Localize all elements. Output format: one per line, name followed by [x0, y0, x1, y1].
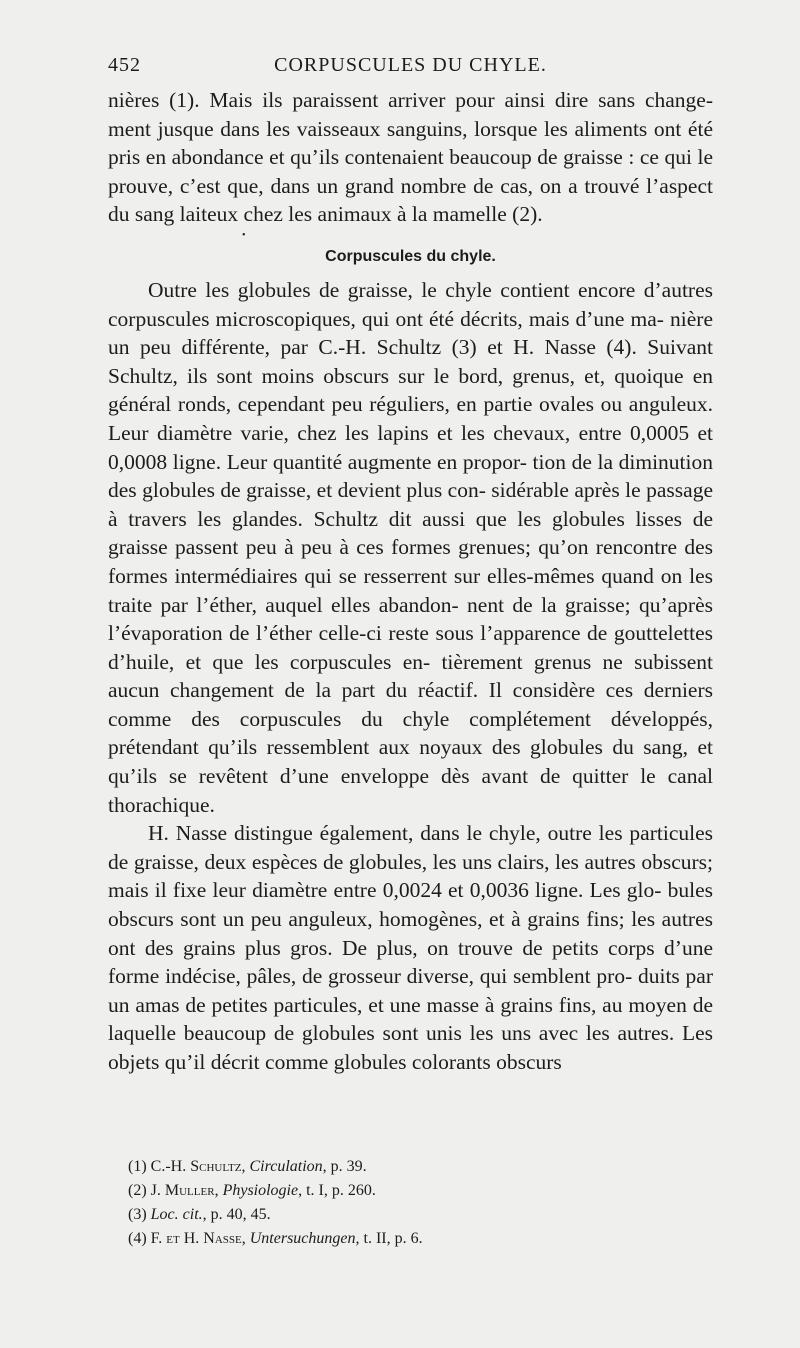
- footnote-ref: t. II, p. 6.: [363, 1230, 423, 1247]
- stray-mark: •: [242, 229, 246, 241]
- footnote-number: (4): [128, 1230, 147, 1247]
- footnote: (1) C.-H. Schultz, Circulation, p. 39.: [128, 1158, 367, 1175]
- page-number: 452: [108, 54, 141, 76]
- paragraph: Outre les globules de graisse, le chyle contient encore d’autres corpuscules microscopiques, qui ont été décrits, mais d’une ma- nière un peu différente, par C.-H. Schultz (3) et H. Nasse (4). Suivant Schultz, ils sont moins obscurs sur le bord, grenus, et, quoique en général ronds, cependant peu réguliers, en partie ovales ou anguleux. Leur diamètre varie, chez les lapins et les chevaux, entre 0,0005 et 0,0008 ligne. Leur quantité augmente en propor- tion de la diminution des globules de graisse, et devient plus con- sidérable après le passage à travers les glandes. Schultz dit aussi que les globules lisses de graisse passent peu à peu à ces formes grenues; qu’on rencontre des formes intermédiaires qui se resserrent sur elles-mêmes quand on les traite par l’éther, auquel elles abandon- nent de la graisse; qu’après l’évaporation de l’éther celle-ci reste sous l’apparence de gouttelettes d’huile, et que les corpuscules en- tièrement grenus ne subissent aucun changement de la part du réactif. Il considère ces derniers comme des corpuscules du chyle complétement développés, prétendant qu’ils ressemblent aux noyaux des globules du sang, et qu’ils se revêtent d’une enveloppe dès avant de quitter le canal thorachique.: [108, 277, 713, 817]
- footnote-work: Loc. cit.: [150, 1206, 203, 1223]
- footnote-ref: p. 39.: [330, 1158, 367, 1175]
- paragraph: H. Nasse distingue également, dans le chyle, outre les particules de graisse, deux espèces de globules, les uns clairs, les autres obscurs; mais il fixe leur diamètre entre 0,0024 et 0,0036 ligne. Les glo- bules obscurs sont un peu anguleux, homogènes, et à grains fins; les autres ont des grains plus gros. De plus, on trouve de petits corps d’une forme indécise, pâles, de grosseur diverse, qui semblent pro- duits par un amas de petites particules, et une masse à grains fins, au moyen de laquelle beaucoup de globules sont unis les uns avec les autres. Les objets qu’il décrit comme globules colorants obscurs: [108, 821, 713, 1074]
- footnote: (4) F. et H. Nasse, Untersuchungen, t. II, p. 6.: [128, 1230, 423, 1247]
- footnote: (3) Loc. cit., p. 40, 45.: [128, 1206, 271, 1223]
- footnote: (2) J. Muller, Physiologie, t. I, p. 260.: [128, 1182, 376, 1199]
- footnote-number: (2): [128, 1182, 147, 1199]
- footnote-work: Untersuchungen: [249, 1230, 356, 1247]
- footnote-author: C.-H. Schultz: [150, 1158, 242, 1175]
- body-text: [108, 86, 713, 1077]
- footnotes: [128, 1155, 708, 1251]
- paragraph: nières (1). Mais ils paraissent arriver pour ainsi dire sans change- ment jusque dans les vaisseaux sanguins, lorsque les aliments ont été pris en abondance et qu’ils contenaient beaucoup de graisse : ce qui le prouve, c’est que, dans un grand nombre de cas, on a trouvé l’aspect du sang laiteux chez les animaux à la mamelle (2).: [108, 88, 713, 227]
- footnote-work: Circulation: [249, 1158, 323, 1175]
- footnote-author: J. Muller: [150, 1182, 215, 1199]
- running-head: CORPUSCULES DU CHYLE.: [274, 54, 547, 76]
- section-title: Corpuscules du chyle.: [325, 247, 496, 265]
- footnote-ref: p. 40, 45.: [210, 1206, 271, 1223]
- footnote-number: (1): [128, 1158, 147, 1175]
- footnote-author: F. et H. Nasse: [150, 1230, 242, 1247]
- page-header: [108, 54, 713, 84]
- footnote-ref: t. I, p. 260.: [306, 1182, 376, 1199]
- footnote-number: (3): [128, 1206, 147, 1223]
- footnote-work: Physiologie: [222, 1182, 299, 1199]
